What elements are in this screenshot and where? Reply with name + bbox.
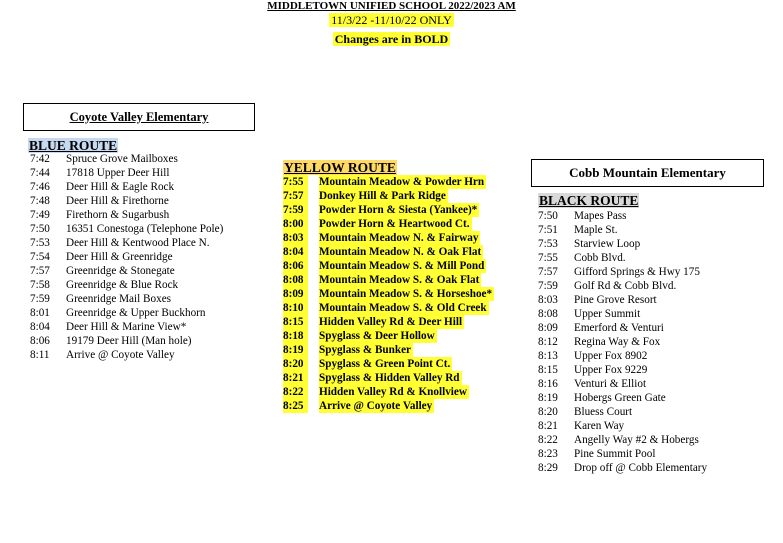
route-stop-row (283, 399, 523, 413)
stop-location: 16351 Conestoga (Telephone Pole) (66, 223, 224, 235)
stop-location: Spyglass & Hidden Valley Rd (319, 372, 460, 384)
route-stop-row (30, 264, 270, 278)
route-stop-row (283, 203, 523, 217)
stop-time: 8:01 (30, 307, 50, 319)
route-stop-row (283, 357, 523, 371)
route-stop-row (30, 250, 270, 264)
stop-location: Greenridge & Upper Buckhorn (66, 307, 206, 319)
document-title: MIDDLETOWN UNIFIED SCHOOL 2022/2023 AM (267, 0, 516, 12)
stop-time: 8:22 (538, 434, 558, 446)
black-route-title: BLACK ROUTE (539, 193, 639, 208)
stop-location: Deer Hill & Marine View* (66, 321, 187, 333)
stop-location: Arrive @ Coyote Valley (66, 349, 175, 361)
route-stop-row (538, 363, 778, 377)
stop-location: Deer Hill & Firethorne (66, 195, 169, 207)
stop-time: 8:11 (30, 349, 50, 361)
stop-location: Cobb Blvd. (574, 252, 626, 264)
route-stop-row (30, 334, 270, 348)
route-stop-row (538, 405, 778, 419)
route-stop-row (30, 292, 270, 306)
stop-time: 8:18 (283, 329, 308, 343)
stop-time: 7:55 (283, 175, 308, 189)
route-stop-row (538, 419, 778, 433)
stop-time: 8:21 (283, 371, 308, 385)
route-stop-row (538, 433, 778, 447)
date-range: 11/3/22 -11/10/22 ONLY (331, 13, 452, 27)
route-stop-row (538, 335, 778, 349)
coyote-valley-school-name: Coyote Valley Elementary (69, 109, 209, 124)
stop-location: Spruce Grove Mailboxes (66, 153, 178, 165)
stop-time: 7:51 (538, 224, 558, 236)
route-stop-row (30, 348, 270, 362)
stop-time: 7:49 (30, 209, 50, 221)
stop-time: 8:12 (538, 336, 558, 348)
stop-location: Deer Hill & Greenridge (66, 251, 173, 263)
route-stop-row (538, 321, 778, 335)
stop-time: 8:23 (538, 448, 558, 460)
stop-location: Regina Way & Fox (574, 336, 661, 348)
stop-location: Mountain Meadow N. & Fairway (319, 232, 479, 244)
stop-location: Deer Hill & Kentwood Place N. (66, 237, 210, 249)
route-stop-row (283, 343, 523, 357)
stop-time: 8:08 (538, 308, 558, 320)
route-stop-row (283, 371, 523, 385)
stop-time: 8:19 (538, 392, 558, 404)
route-stop-row (283, 259, 523, 273)
route-stop-row (30, 208, 270, 222)
stop-location: Venturi & Elliot (574, 378, 647, 390)
stop-time: 7:50 (538, 210, 558, 222)
route-stop-row (30, 152, 270, 166)
stop-time: 8:15 (283, 315, 308, 329)
stop-time: 8:29 (538, 462, 558, 474)
stop-location: Pine Summit Pool (574, 448, 656, 460)
route-stop-row (283, 175, 523, 189)
stop-time: 8:25 (283, 399, 308, 413)
stop-time: 8:22 (283, 385, 308, 399)
stop-time: 8:10 (283, 301, 308, 315)
stop-time: 7:57 (283, 189, 308, 203)
stop-location: Starview Loop (574, 238, 641, 250)
stop-location: Upper Fox 8902 (574, 350, 648, 362)
stop-time: 7:54 (30, 251, 50, 263)
route-stop-row (283, 315, 523, 329)
route-stop-row (283, 189, 523, 203)
stop-time: 7:57 (30, 265, 50, 277)
stop-time: 8:09 (283, 287, 308, 301)
cobb-mountain-school-name: Cobb Mountain Elementary (569, 165, 726, 180)
stop-location: Greenridge & Blue Rock (66, 279, 179, 291)
stop-location: Hidden Valley Rd & Knollview (319, 386, 467, 398)
stop-location: Firethorn & Sugarbush (66, 209, 170, 221)
route-stop-row (538, 377, 778, 391)
stop-time: 7:53 (30, 237, 50, 249)
yellow-route-title: YELLOW ROUTE (284, 160, 396, 175)
stop-location: Spyglass & Green Point Ct. (319, 358, 451, 370)
stop-location: Emerford & Venturi (574, 322, 664, 334)
stop-time: 8:16 (538, 378, 558, 390)
stop-time: 8:20 (283, 357, 308, 371)
stop-time: 7:58 (30, 279, 50, 291)
blue-route-title: BLUE ROUTE (29, 138, 118, 153)
route-stop-row (283, 329, 523, 343)
black-route-stop-list (538, 209, 778, 475)
stop-time: 8:19 (283, 343, 308, 357)
route-stop-row (30, 306, 270, 320)
stop-location: Upper Fox 9229 (574, 364, 648, 376)
stop-time: 8:00 (283, 217, 308, 231)
stop-time: 7:55 (538, 252, 558, 264)
stop-location: Greenridge Mail Boxes (66, 293, 172, 305)
stop-location: Powder Horn & Siesta (Yankee)* (319, 204, 478, 216)
route-stop-row (283, 385, 523, 399)
stop-location: Hobergs Green Gate (574, 392, 666, 404)
stop-time: 7:48 (30, 195, 50, 207)
stop-location: 17818 Upper Deer Hill (66, 167, 170, 179)
stop-location: Pine Grove Resort (574, 294, 657, 306)
route-stop-row (30, 236, 270, 250)
stop-location: Maple St. (574, 224, 618, 236)
route-stop-row (538, 391, 778, 405)
stop-time: 7:42 (30, 153, 50, 165)
stop-location: Drop off @ Cobb Elementary (574, 462, 708, 474)
stop-time: 8:03 (538, 294, 558, 306)
stop-time: 7:59 (283, 203, 308, 217)
route-stop-row (538, 447, 778, 461)
stop-location: Golf Rd & Cobb Blvd. (574, 280, 677, 292)
route-stop-row (538, 251, 778, 265)
stop-location: Karen Way (574, 420, 625, 432)
route-stop-row (30, 166, 270, 180)
stop-time: 8:09 (538, 322, 558, 334)
stop-location: Mountain Meadow S. & Horseshoe* (319, 288, 493, 300)
route-stop-row (30, 222, 270, 236)
stop-location: Spyglass & Deer Hollow (319, 330, 435, 342)
changes-note-banner (0, 32, 783, 46)
stop-location: Deer Hill & Eagle Rock (66, 181, 175, 193)
route-stop-row (30, 320, 270, 334)
stop-time: 8:06 (30, 335, 50, 347)
yellow-route-stop-list (283, 175, 523, 413)
stop-location: Mapes Pass (574, 210, 627, 222)
stop-time: 8:15 (538, 364, 558, 376)
route-stop-row (538, 237, 778, 251)
stop-time: 8:13 (538, 350, 558, 362)
route-stop-row (538, 461, 778, 475)
stop-time: 8:21 (538, 420, 558, 432)
stop-time: 8:06 (283, 259, 308, 273)
route-stop-row (283, 217, 523, 231)
route-stop-row (538, 279, 778, 293)
cobb-mountain-school-box (531, 159, 764, 187)
route-stop-row (538, 209, 778, 223)
route-stop-row (538, 293, 778, 307)
stop-time: 7:59 (538, 280, 558, 292)
stop-location: Mountain Meadow S. & Oak Flat (319, 274, 480, 286)
stop-location: Spyglass & Bunker (319, 344, 412, 356)
stop-time: 8:03 (283, 231, 308, 245)
stop-time: 7:46 (30, 181, 50, 193)
route-stop-row (30, 180, 270, 194)
stop-location: Arrive @ Coyote Valley (319, 400, 433, 412)
stop-time: 7:50 (30, 223, 50, 235)
route-stop-row (538, 265, 778, 279)
route-stop-row (30, 278, 270, 292)
stop-location: Mountain Meadow S. & Mill Pond (319, 260, 485, 272)
stop-location: Powder Horn & Heartwood Ct. (319, 218, 470, 230)
stop-time: 8:04 (283, 245, 308, 259)
stop-time: 8:08 (283, 273, 308, 287)
route-stop-row (283, 287, 523, 301)
stop-time: 8:20 (538, 406, 558, 418)
stop-location: 19179 Deer Hill (Man hole) (66, 335, 192, 347)
stop-time: 7:53 (538, 238, 558, 250)
stop-time: 8:04 (30, 321, 50, 333)
stop-time: 7:57 (538, 266, 558, 278)
stop-time: 7:44 (30, 167, 50, 179)
stop-location: Angelly Way #2 & Hobergs (574, 434, 699, 446)
stop-location: Gifford Springs & Hwy 175 (574, 266, 700, 278)
stop-location: Bluess Court (574, 406, 633, 418)
coyote-valley-school-box (23, 103, 255, 131)
stop-location: Mountain Meadow & Powder Hrn (319, 176, 485, 188)
route-stop-row (538, 223, 778, 237)
route-stop-row (538, 349, 778, 363)
route-stop-row (30, 194, 270, 208)
route-stop-row (538, 307, 778, 321)
stop-location: Mountain Meadow S. & Old Creek (319, 302, 487, 314)
stop-location: Mountain Meadow N. & Oak Flat (319, 246, 482, 258)
stop-location: Upper Summit (574, 308, 641, 320)
stop-time: 7:59 (30, 293, 50, 305)
blue-route-stop-list (30, 152, 270, 362)
stop-location: Donkey Hill & Park Ridge (319, 190, 446, 202)
stop-location: Greenridge & Stonegate (66, 265, 175, 277)
route-stop-row (283, 301, 523, 315)
route-stop-row (283, 273, 523, 287)
route-stop-row (283, 245, 523, 259)
route-stop-row (283, 231, 523, 245)
date-range-banner (0, 13, 783, 27)
stop-location: Hidden Valley Rd & Deer Hill (319, 316, 463, 328)
changes-note: Changes are in BOLD (334, 32, 449, 46)
